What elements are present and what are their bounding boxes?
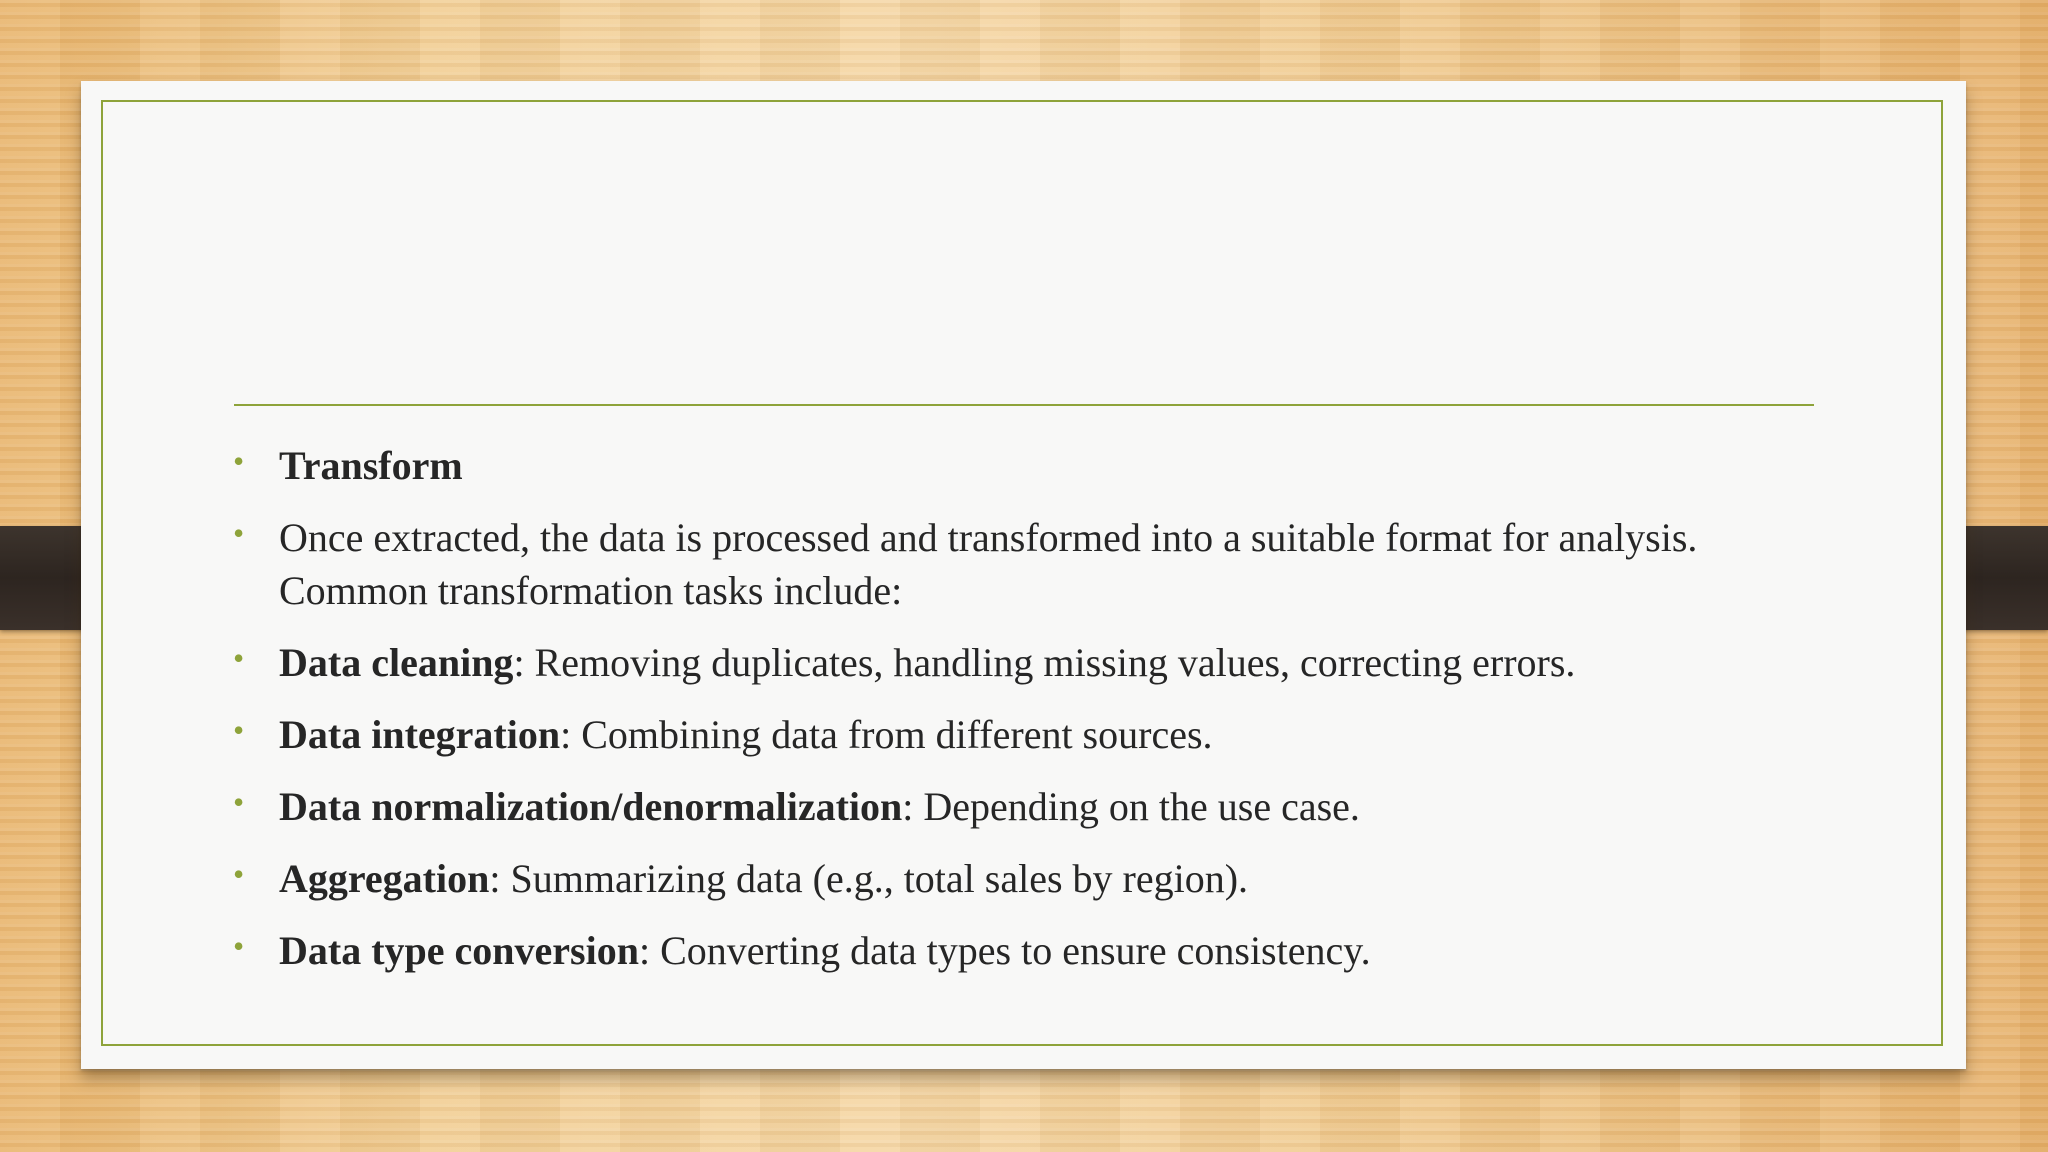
bullet-bold-text: Data cleaning (279, 640, 514, 685)
title-divider-line (234, 404, 1814, 406)
bullet-dot-icon: • (233, 856, 245, 892)
bullet-dot-icon: • (233, 640, 245, 676)
bullet-item-aggregation (233, 852, 1833, 905)
bullet-dot-icon: • (233, 784, 245, 820)
bullet-text: : Converting data types to ensure consistency. (638, 928, 1371, 973)
bullet-text: : Depending on the use case. (902, 784, 1360, 829)
bullet-item-data-type-conversion (233, 924, 1833, 977)
bullet-dot-icon: • (233, 928, 245, 964)
bullet-item-transform (233, 439, 1833, 492)
bullet-text: : Summarizing data (e.g., total sales by region). (489, 856, 1249, 901)
bullet-item-data-cleaning (233, 636, 1833, 689)
bullet-bold-text: Transform (279, 443, 463, 488)
bullet-item-data-normalization (233, 780, 1833, 833)
bullet-dot-icon: • (233, 443, 245, 479)
bullet-list (233, 439, 1833, 996)
bullet-bold-text: Data normalization/denormalization (279, 784, 903, 829)
bullet-dot-icon: • (233, 712, 245, 748)
bullet-text: Once extracted, the data is processed and transformed into a suitable format for analysis. Common transformation tasks include: (279, 515, 1698, 613)
bullet-text: : Removing duplicates, handling missing values, correcting errors. (513, 640, 1576, 685)
bullet-dot-icon: • (233, 515, 245, 551)
bullet-item-data-integration (233, 708, 1833, 761)
slide-paper (81, 81, 1966, 1069)
bullet-item-intro (233, 511, 1833, 617)
bullet-bold-text: Aggregation (279, 856, 490, 901)
slide-title-placeholder (233, 161, 1813, 401)
bullet-text: : Combining data from different sources. (560, 712, 1213, 757)
bullet-bold-text: Data type conversion (279, 928, 639, 973)
bullet-bold-text: Data integration (279, 712, 561, 757)
